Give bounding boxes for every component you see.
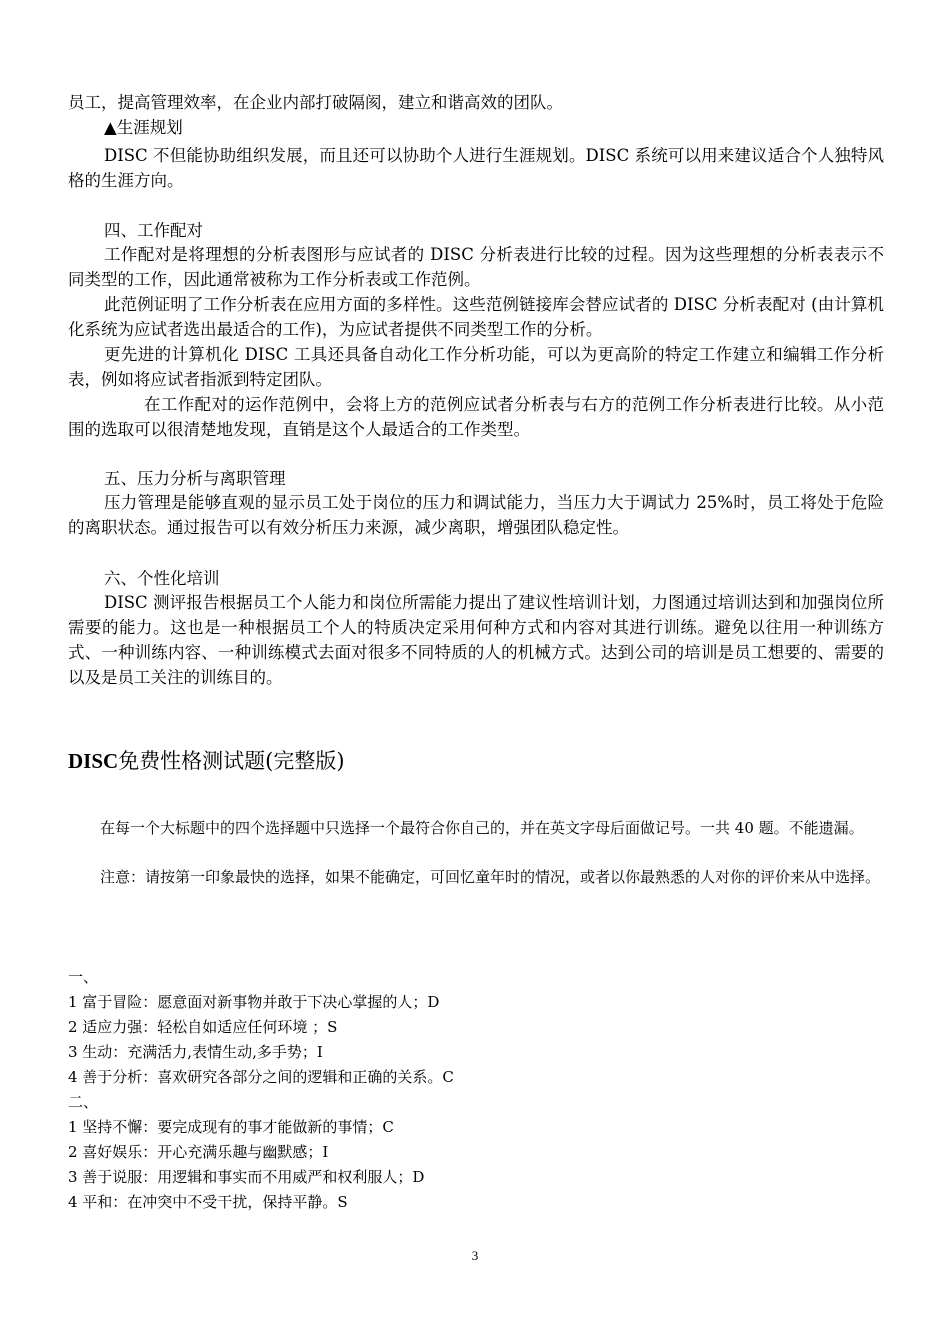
test-title-rest: 免费性格测试题(完整版): [118, 749, 345, 773]
question-item: 1 坚持不懈：要完成现有的事才能做新的事情；C: [68, 1118, 394, 1136]
section4-paragraph-3: 更先进的计算机化 DISC 工具还具备自动化工作分析功能，可以为更高阶的特定工作建立和编辑工作分析表，例如将应试者指派到特定团队。: [68, 345, 884, 389]
question-item: 3 生动：充满活力,表情生动,多手势；I: [68, 1043, 323, 1061]
section5-paragraph-1: 压力管理是能够直观的显示员工处于岗位的压力和调试能力，当压力大于调试力 25%时，员工将处于危险的离职状态。通过报告可以有效分析压力来源，减少离职，增强团队稳定性。: [68, 493, 884, 537]
question-item: 1 富于冒险：愿意面对新事物并敢于下决心掌握的人；D: [68, 993, 440, 1011]
career-paragraph: DISC 不但能协助组织发展，而且还可以协助个人进行生涯规划。DISC 系统可以用来建议适合个人独特风格的生涯方向。: [68, 146, 884, 190]
section6-heading: 六、个性化培训: [104, 569, 220, 588]
section4-paragraph-1: 工作配对是将理想的分析表图形与应试者的 DISC 分析表进行比较的过程。因为这些理想的分析表表示不同类型的工作，因此通常被称为工作分析表或工作范例。: [68, 245, 884, 289]
question-item: 4 平和：在冲突中不受干扰，保持平静。S: [68, 1193, 348, 1211]
section6-paragraph-1: DISC 测评报告根据员工个人能力和岗位所需能力提出了建议性培训计划，力图通过培训达到和加强岗位所需要的能力。这也是一种根据员工个人的特质决定采用何种方式和内容对其进行训练。避免以往用一种训练方式、一种训练内容、一种训练模式去面对很多不同特质的人的机械方式。达到公司的培训是员工想要的、需要的以及是员工关注的训练目的。: [68, 593, 884, 687]
test-title: [68, 746, 345, 776]
intro-tail-paragraph: 员工，提高管理效率，在企业内部打破隔阂，建立和谐高效的团队。: [68, 93, 563, 112]
page-number: 3: [471, 1248, 479, 1263]
test-instruction: 在每一个大标题中的四个选择题中只选择一个最符合你自己的，并在英文字母后面做记号。一共 40 题。不能遗漏。: [100, 819, 864, 837]
group-1-label: 一、: [68, 968, 99, 986]
question-item: 2 喜好娱乐：开心充满乐趣与幽默感；I: [68, 1143, 329, 1161]
question-item: 2 适应力强：轻松自如适应任何环境 ；S: [68, 1018, 338, 1036]
test-note: 注意：请按第一印象最快的选择，如果不能确定，可回忆童年时的情况，或者以你最熟悉的人对你的评价来从中选择。: [100, 868, 881, 886]
section4-paragraph-2: 此范例证明了工作分析表在应用方面的多样性。这些范例链接库会替应试者的 DISC 分析表配对 (由计算机化系统为应试者选出最适合的工作)，为应试者提供不同类型工作的分析。: [68, 295, 884, 339]
question-item: 4 善于分析：喜欢研究各部分之间的逻辑和正确的关系。C: [68, 1068, 454, 1086]
section4-paragraph-4: 在工作配对的运作范例中，会将上方的范例应试者分析表与右方的范例工作分析表进行比较。从小范围的选取可以很清楚地发现，直销是这个人最适合的工作类型。: [68, 395, 884, 439]
section5-heading: 五、压力分析与离职管理: [104, 469, 286, 488]
career-heading: ▲生涯规划: [104, 118, 183, 137]
section4-heading: 四、工作配对: [104, 221, 203, 240]
question-item: 3 善于说服：用逻辑和事实而不用威严和权利服人；D: [68, 1168, 425, 1186]
group-2-label: 二、: [68, 1093, 99, 1111]
test-title-latin: DISC: [68, 749, 119, 773]
